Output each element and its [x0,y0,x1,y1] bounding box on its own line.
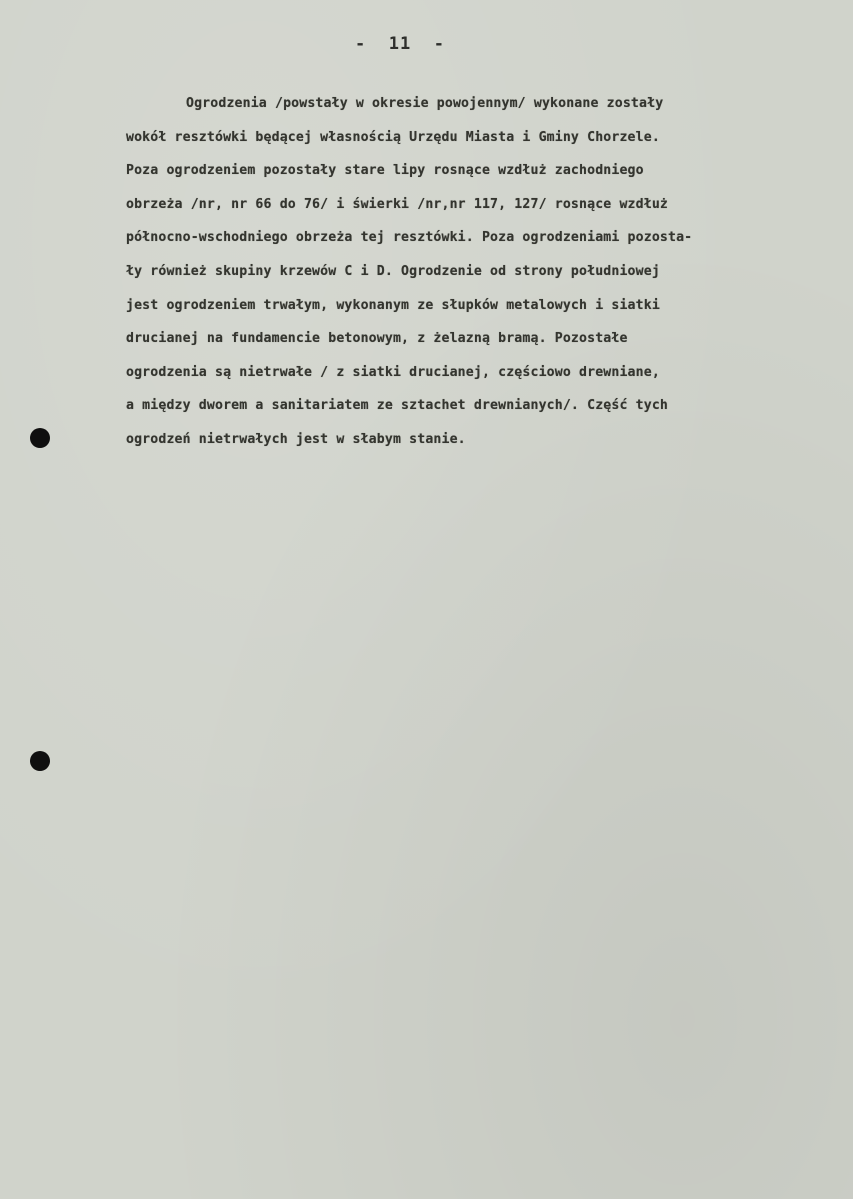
paragraph-line: wokół resztówki będącej własnością Urzędu Miasta i Gminy Chorzele. [126,129,660,145]
paragraph-line: Poza ogrodzeniem pozostały stare lipy rosnące wzdłuż zachodniego [126,163,644,179]
punch-hole-bottom [30,751,50,771]
paragraph-line: jest ogrodzeniem trwałym, wykonanym ze słupków metalowych i siatki [126,297,660,313]
paragraph-line: obrzeża /nr, nr 66 do 76/ i świerki /nr,nr 117, 127/ rosnące wzdłuż [126,196,668,212]
paragraph-line: a między dworem a sanitariatem ze sztachet drewnianych/. Część tych [126,398,668,414]
paragraph-line: drucianej na fundamencie betonowym, z żelazną bramą. Pozostałe [126,331,628,347]
paragraph-line: Ogrodzenia /powstały w okresie powojennym/ wykonane zostały [186,96,664,111]
page-number: - 11 - [355,34,445,54]
punch-hole-top [30,428,50,448]
paragraph-line: ły również skupiny krzewów C i D. Ogrodzenie od strony południowej [126,263,660,279]
paragraph-line: ogrodzenia są nietrwałe / z siatki drucianej, częściowo drewniane, [126,364,660,380]
paragraph-line: północno-wschodniego obrzeża tej resztówki. Poza ogrodzeniami pozosta- [126,230,693,246]
paragraph-line: ogrodzeń nietrwałych jest w słabym stanie. [126,431,466,447]
body-paragraph [126,92,853,462]
